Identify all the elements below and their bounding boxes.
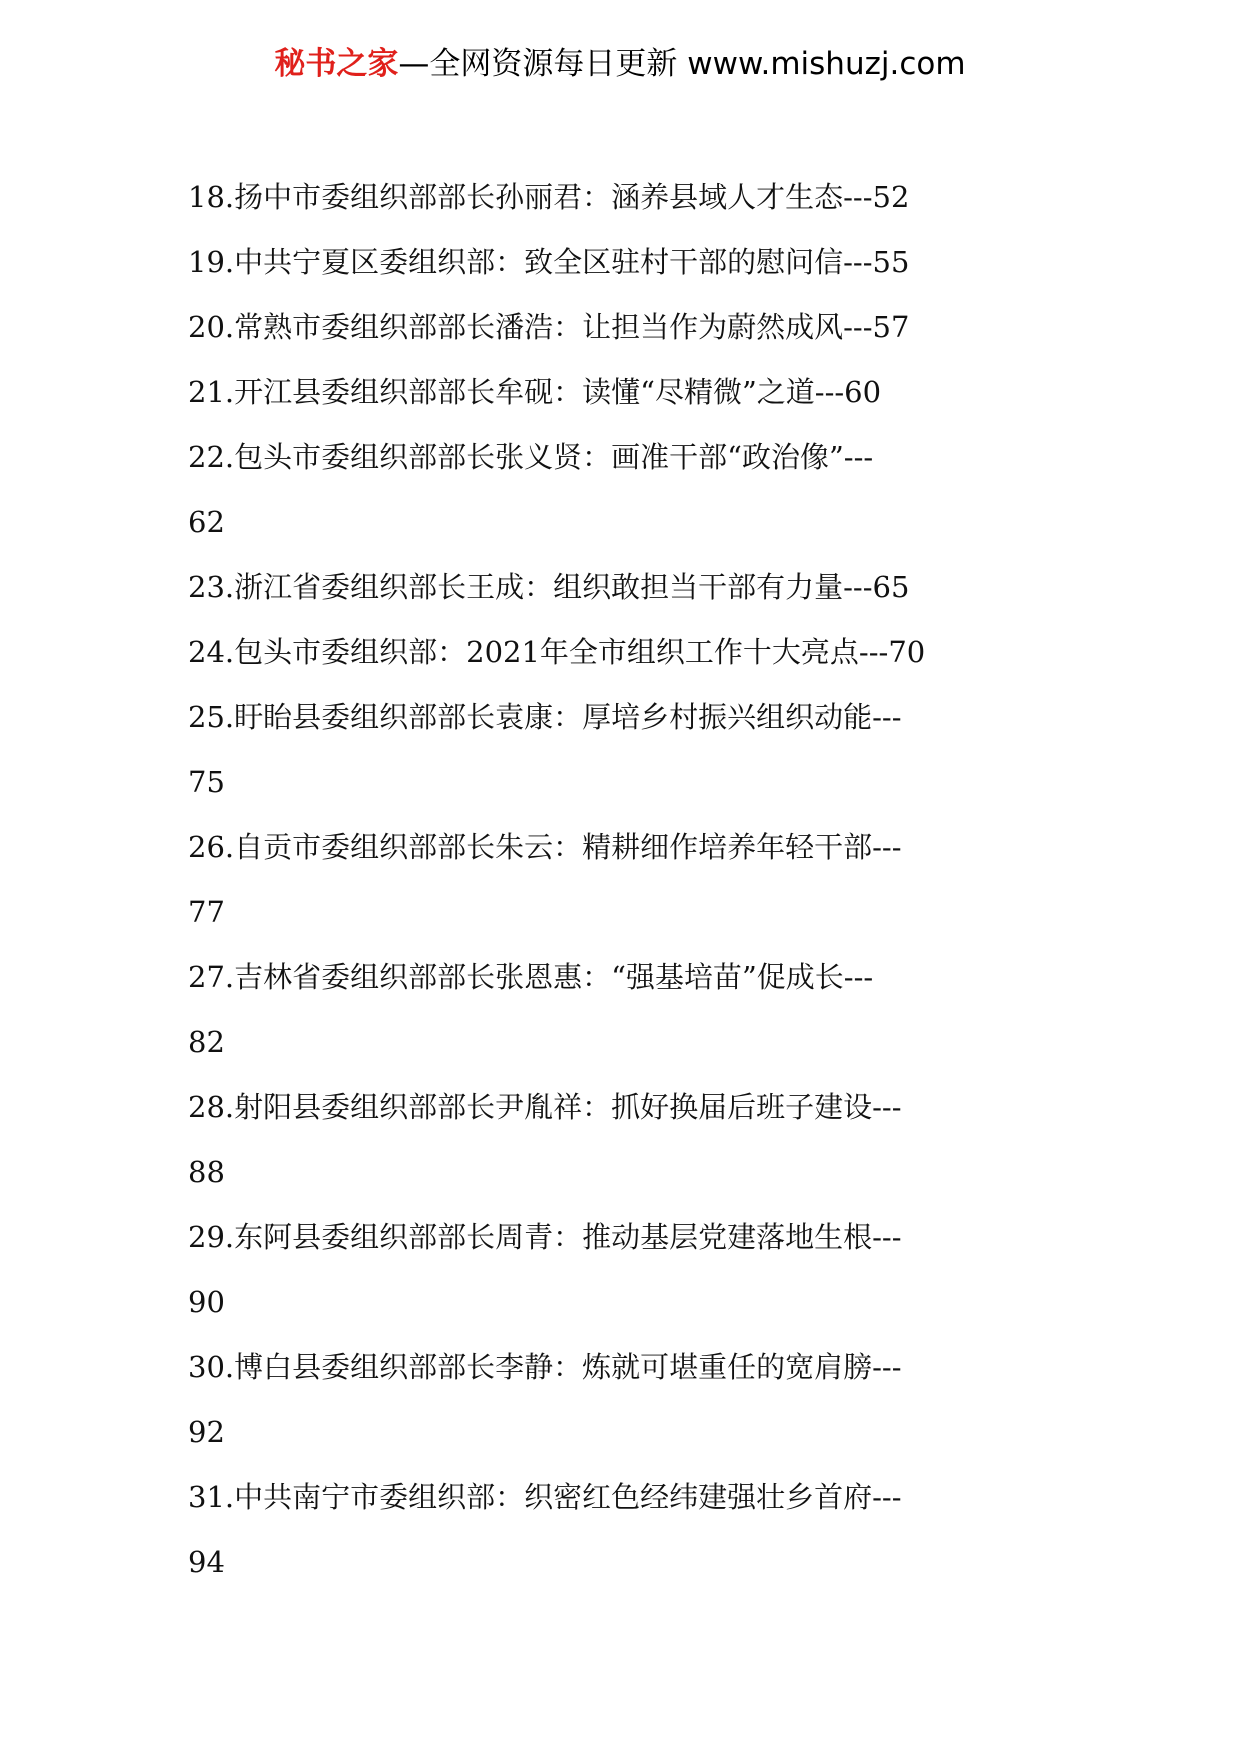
toc-line: 30.博白县委组织部部长李静：炼就可堪重任的宽肩膀--- [188,1350,902,1384]
toc-line: 26.自贡市委组织部部长朱云：精耕细作培养年轻干部--- [188,830,902,864]
toc-page-number: 94 [188,1545,225,1579]
toc-line: 25.盱眙县委组织部部长袁康：厚培乡村振兴组织动能--- [188,700,902,734]
header-tagline: —全网资源每日更新 www.mishuzj.com [398,46,966,82]
toc-page-number: 88 [188,1155,225,1189]
table-of-contents [188,168,1068,1598]
toc-line: 27.吉林省委组织部部长张恩惠：“强基培苗”促成长--- [188,960,874,994]
toc-line: 21.开江县委组织部部长牟砚：读懂“尽精微”之道---60 [188,375,882,409]
toc-page-number: 75 [188,765,225,799]
toc-page-number: 82 [188,1025,225,1059]
toc-line: 23.浙江省委组织部长王成：组织敢担当干部有力量---65 [188,570,910,604]
toc-line: 31.中共南宁市委组织部：织密红色经纬建强壮乡首府--- [188,1480,902,1514]
toc-line: 19.中共宁夏区委组织部：致全区驻村干部的慰问信---55 [188,245,910,279]
toc-line: 29.东阿县委组织部部长周青：推动基层党建落地生根--- [188,1220,902,1254]
toc-page-number: 77 [188,895,225,929]
toc-page-number: 92 [188,1415,225,1449]
toc-page-number: 62 [188,505,225,539]
brand-name: 秘书之家 [274,46,399,82]
toc-page-number: 90 [188,1285,225,1319]
page-header [0,44,1240,84]
toc-line: 24.包头市委组织部：2021年全市组织工作十大亮点---70 [188,635,926,669]
toc-line: 28.射阳县委组织部部长尹胤祥：抓好换届后班子建设--- [188,1090,902,1124]
toc-line: 20.常熟市委组织部部长潘浩：让担当作为蔚然成风---57 [188,310,910,344]
toc-line: 22.包头市委组织部部长张义贤：画准干部“政治像”--- [188,440,874,474]
toc-line: 18.扬中市委组织部部长孙丽君：涵养县域人才生态---52 [188,180,910,214]
